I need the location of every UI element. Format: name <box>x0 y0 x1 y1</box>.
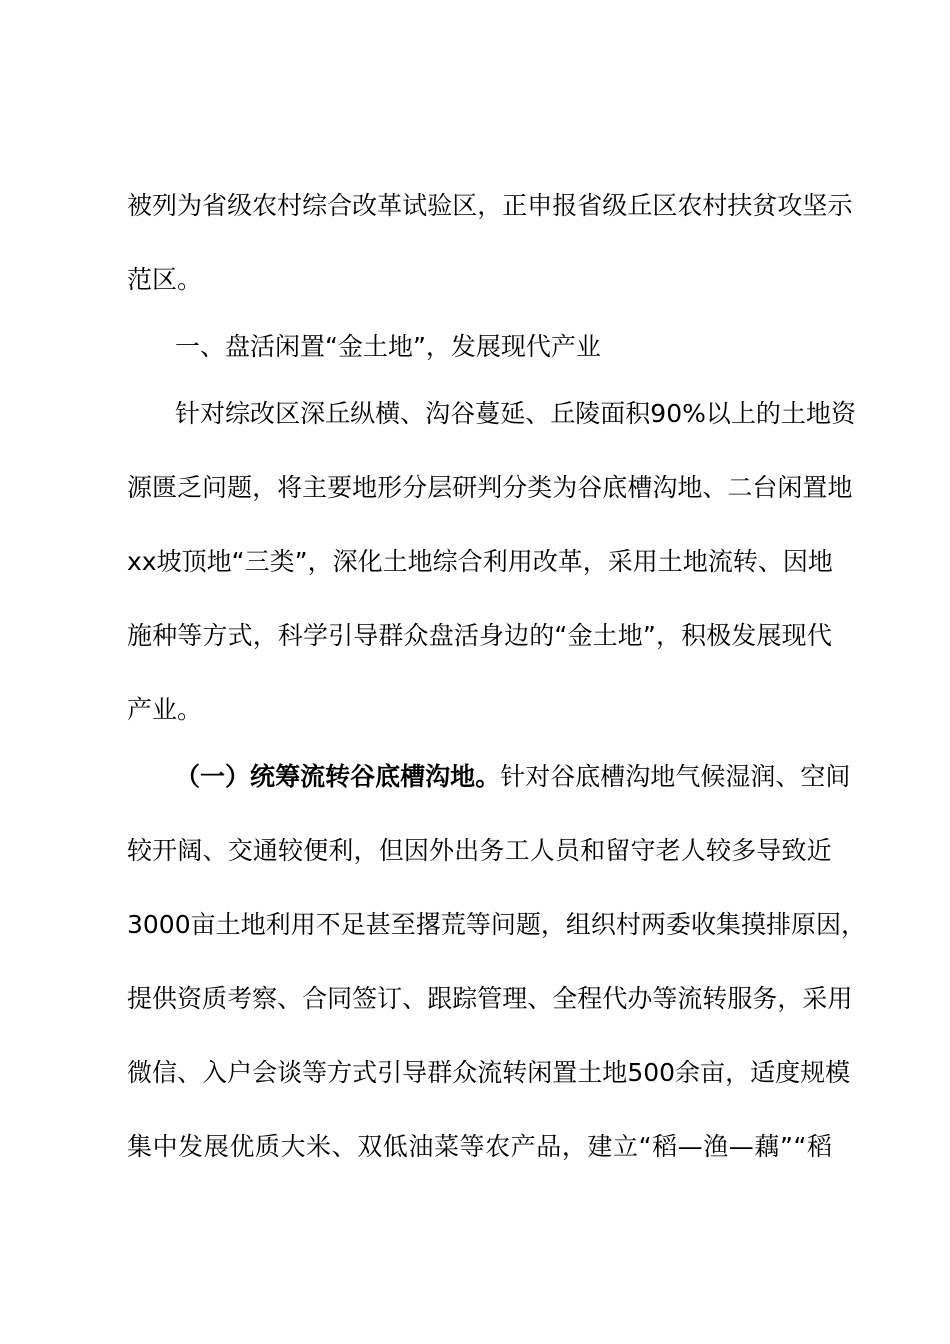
paragraph-line: 集 中 发 展 优 质 大 米 、 双 低 油 菜 等 农 产 品 ， 建 立 “ 稻 — 渔 — 藕 ” “ 稻 <box>127 1132 832 1161</box>
section-heading: 一、盘活闲置“金土地”，发展现代产业 <box>175 332 601 361</box>
paragraph-line: xx 坡 顶 地 “ 三 类 ” ， 深 化 土 地 综 合 利 用 改 革 ， 采 用 土 地 流 转 、 因 地 <box>127 547 833 576</box>
subsection-line: （ 一 ） 统 筹 流 转 谷 底 槽 沟 地 。 针 对 谷 底 槽 沟 地 气 候 湿 润 、 空 间 <box>175 762 851 791</box>
paragraph-line: 较 开 阔 、 交 通 较 便 利 ， 但 因 外 出 务 工 人 员 和 留 守 老 人 较 多 导 致 近 <box>127 836 832 865</box>
paragraph-line: 范区。 <box>127 265 203 294</box>
paragraph-line: 3000 亩 土 地 利 用 不 足 甚 至 撂 荒 等 问 题 ， 组 织 村 两 委 收 集 摸 排 原 因 ， <box>127 910 867 939</box>
paragraph-line: 源 匮 乏 问 题 ， 将 主 要 地 形 分 层 研 判 分 类 为 谷 底 槽 沟 地 、 二 台 闲 置 地 <box>127 473 853 502</box>
paragraph-line: 针 对 综 改 区 深 丘 纵 横 、 沟 谷 蔓 延 、 丘 陵 面 积 90% 以 上 的 土 地 资 <box>175 399 856 428</box>
paragraph-line: 微 信 、 入 户 会 谈 等 方 式 引 导 群 众 流 转 闲 置 土 地 500 余 亩 ， 适 度 规 模 <box>127 1058 851 1087</box>
paragraph-line: 提 供 资 质 考 察 、 合 同 签 订 、 跟 踪 管 理 、 全 程 代 办 等 流 转 服 务 ， 采 用 <box>127 984 853 1013</box>
paragraph-line: 被 列 为 省 级 农 村 综 合 改 革 试 验 区 ， 正 申 报 省 级 丘 区 农 村 扶 贫 攻 坚 示 <box>127 191 853 220</box>
paragraph-line: 施 种 等 方 式 ， 科 学 引 导 群 众 盘 活 身 边 的 “ 金 土 地 ” ， 积 极 发 展 现 代 <box>127 621 832 650</box>
paragraph-line: 产业。 <box>127 695 203 724</box>
